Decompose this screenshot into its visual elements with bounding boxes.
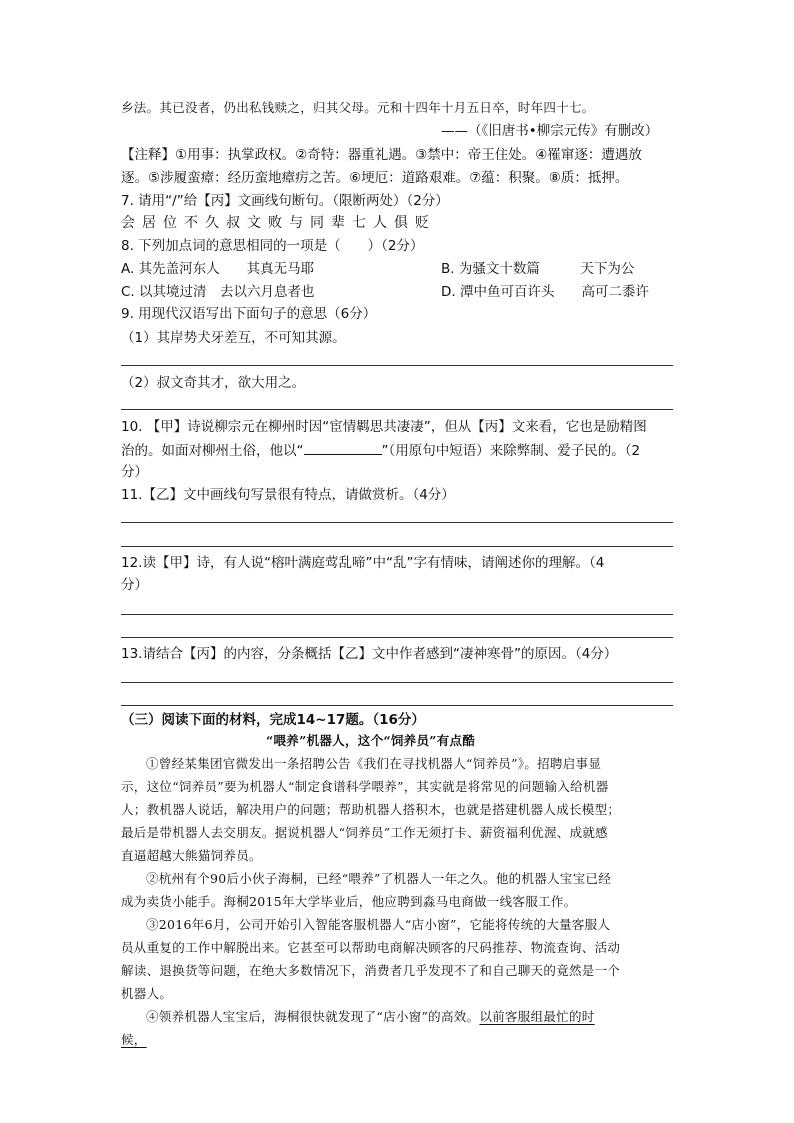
underlined-sentence: 以前客服组最忙的时 (479, 1009, 595, 1024)
question-10-cont: 分） (121, 464, 148, 480)
article-paragraph: ①曾经某集团官微发出一条招聘公告《我们在寻找机器人“饲养员”》。招聘启事显 (146, 756, 602, 771)
question-7: 7. 请用“/”给【丙】文画线句断句。（限断两处）（2分） (121, 193, 449, 209)
question-9: 9. 用现代汉语写出下面句子的意思（6分） (121, 306, 377, 322)
question-10: 10. 【甲】诗说柳宗元在柳州时因“宦情羁思共凄凄”，但从【丙】文来看，它也是励精图 (121, 419, 647, 435)
article-paragraph (146, 1007, 595, 1027)
article-paragraph: ②杭州有个90后小伙子海桐，已经“喂养”了机器人一年之久。他的机器人宝宝已经 (146, 871, 612, 886)
option-a: A. 其先盖河东人 其真无马耶 (121, 261, 315, 277)
article-paragraph: 解读、退换货等问题，在绝大多数情况下，消费者几乎发现不了和自己聊天的竟然是一个 (121, 963, 621, 978)
question-10-text-b: ”（用原句中短语）来除弊制、爱子民的。（2 (381, 443, 641, 459)
option-d: D. 潭中鱼可百许头 高可二黍许 (441, 284, 649, 300)
question-7-sentence: 会居位不久叔文败与同辈七人俱贬 (121, 215, 436, 231)
article-paragraph: ③2016年6月，公司开始引入智能客服机器人“店小窗”，它能将传统的大量客服人 (146, 917, 611, 932)
passage-line: 乡法。其已没者，仍出私钱赎之，归其父母。元和十四年十月五日卒，时年四十七。 (121, 100, 595, 115)
article-paragraph: 示，这位“饲养员”要为机器人“制定食谱科学喂养”，其实就是将常见的问题输入给机器 (121, 779, 609, 794)
fill-in-blank (304, 440, 382, 455)
annotation-line: 逐。⑤涉履蛮瘴：经历蛮地瘴疠之苦。⑥埂厄：道路艰难。⑦蕴：积聚。⑧质：抵押。 (121, 170, 629, 186)
article-title: “喂养”机器人，这个“饲养员”有点酷 (266, 733, 476, 748)
answer-line (121, 546, 673, 547)
answer-line (121, 365, 673, 366)
question-9-sub-2: （2）叔文奇其才，欲大用之。 (121, 375, 306, 391)
question-11: 11.【乙】文中画线句写景很有特点，请做赏析。（4分） (121, 487, 455, 503)
answer-line (121, 614, 673, 615)
question-12: 12.读【甲】诗，有人说“榕叶满庭莺乱啼”中“乱”字有情味，请阐述你的理解。（4 (121, 555, 605, 571)
answer-line (121, 637, 673, 638)
article-paragraph: 机器人。 (121, 986, 173, 1001)
article-paragraph: 最后是带机器人去交朋友。据说机器人“饲养员”工作无须打卡、薪资福利优渥、成就感 (121, 825, 608, 840)
question-12-cont: 分） (121, 577, 148, 593)
question-13: 13.请结合【丙】的内容，分条概括【乙】文中作者感到“凄神寒骨”的原因。（4分） (121, 646, 618, 662)
question-8: 8. 下列加点词的意思相同的一项是（ ）（2分） (121, 238, 424, 254)
article-text: ④领养机器人宝宝后，海桐很快就发现了“店小窗”的高效。 (146, 1009, 480, 1024)
answer-line (121, 409, 673, 410)
answer-line (121, 682, 673, 683)
source-citation: ——（《旧唐书•柳宗元传》有删改） (441, 123, 659, 139)
article-paragraph: 员从重复的工作中解脱出来。它甚至可以帮助电商解决顾客的尺码推荐、物流查询、活动 (121, 940, 621, 955)
answer-line (121, 522, 673, 523)
question-10-text-a: 治的。如面对柳州土俗，他以“ (121, 443, 304, 459)
option-b: B. 为骚文十数篇 天下为公 (441, 261, 635, 277)
article-paragraph: 直逼超越大熊猫饲养员。 (121, 848, 262, 863)
question-10-cont (121, 440, 640, 461)
article-paragraph: 成为卖货小能手。海桐2015年大学毕业后，他应聘到淼马电商做一线客服工作。 (121, 894, 577, 909)
annotation-line: 【注释】①用事：执掌政权。②奇特：器重礼遇。③禁中：帝王住处。④罹窜逐：遭遇放 (121, 147, 642, 163)
underlined-sentence: 候， (121, 1032, 147, 1047)
question-9-sub-1: （1）其岸势犬牙差互，不可知其源。 (121, 330, 346, 346)
option-c: C. 以其境过清 去以六月息者也 (121, 284, 315, 300)
answer-line (121, 705, 673, 706)
article-paragraph: 人；教机器人说话，解决用户的问题；帮助机器人搭积木，也就是搭建机器人成长模型； (121, 802, 621, 817)
section-three-heading: （三）阅读下面的材料，完成14~17题。（16分） (121, 712, 425, 728)
